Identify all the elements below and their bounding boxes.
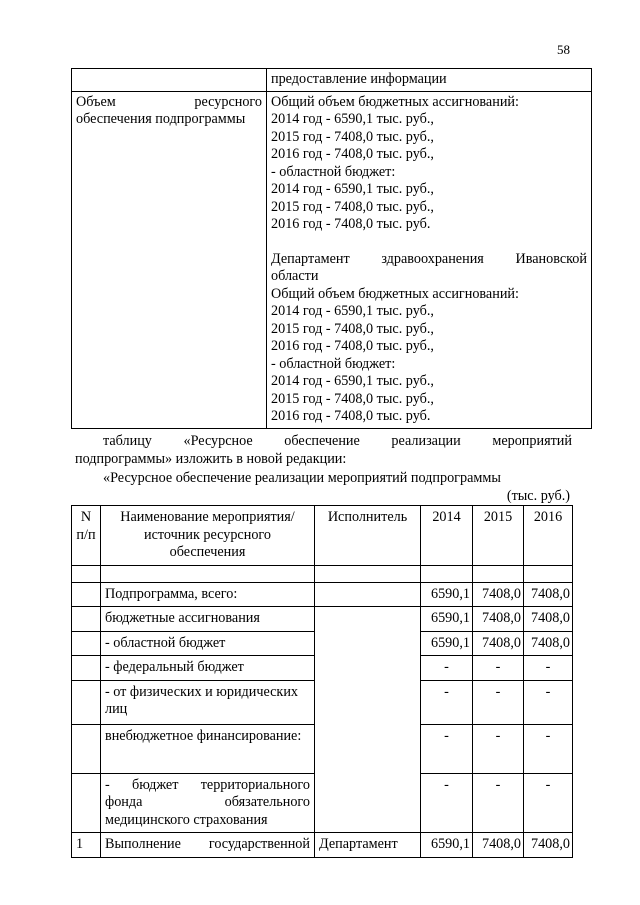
- units-label: (тыс. руб.): [506, 488, 570, 504]
- cell-2016: -: [524, 773, 573, 833]
- cell-2014: -: [421, 773, 473, 833]
- cell-2014: 6590,1: [421, 607, 473, 632]
- passport-cell-info: предоставление информации: [267, 69, 592, 92]
- passport-value-line: 2016 год - 7408,0 тыс. руб.,: [271, 146, 434, 162]
- cell-2014: 6590,1: [421, 631, 473, 656]
- cell-num: [72, 631, 101, 656]
- cell-2015: 7408,0: [473, 631, 524, 656]
- cell-2016: -: [524, 680, 573, 724]
- passport-value-line: Общий объем бюджетных ассигнований:: [271, 93, 519, 110]
- passport-label-cell: [72, 91, 267, 428]
- narrative-text: «Ресурсное обеспечение реализации мероприятий подпрограммы: [103, 470, 501, 486]
- cell-2014: 6590,1: [421, 582, 473, 607]
- cell-num: [72, 724, 101, 773]
- cell-num: [72, 656, 101, 681]
- cell-num: 1: [72, 833, 101, 858]
- passport-value-line: 2015 год - 7408,0 тыс. руб.,: [271, 320, 434, 337]
- cell-2015: -: [473, 656, 524, 681]
- passport-dept-line: области: [271, 268, 319, 284]
- cell-2016: 7408,0: [524, 582, 573, 607]
- passport-dept-line: Департамент здравоохранения Ивановской: [271, 250, 587, 267]
- cell-2015: 7408,0: [473, 582, 524, 607]
- passport-value-line: Общий объем бюджетных ассигнований:: [271, 285, 519, 302]
- cell-name: - от физических и юридических лиц: [101, 680, 315, 724]
- passport-value-line: - областной бюджет:: [271, 355, 396, 372]
- passport-table: [71, 68, 592, 429]
- cell-2014: 6590,1: [421, 833, 473, 858]
- narrative-line-2: [75, 451, 587, 469]
- cell-executor: [315, 582, 421, 607]
- table-row: [72, 582, 573, 607]
- header-2016: 2016: [524, 506, 573, 566]
- narrative-line-1: [103, 433, 572, 451]
- cell-2015: 7408,0: [473, 833, 524, 858]
- cell-2016: -: [524, 724, 573, 773]
- passport-value-line: 2015 год - 7408,0 тыс. руб.,: [271, 128, 434, 145]
- cell-2015: -: [473, 724, 524, 773]
- cell-num: [72, 582, 101, 607]
- passport-value-cell: [267, 91, 592, 428]
- passport-value-line: 2014 год - 6590,1 тыс. руб.,: [271, 181, 434, 197]
- passport-row: [72, 69, 592, 92]
- passport-value-line: 2015 год - 7408,0 тыс. руб.,: [271, 390, 434, 407]
- table-header-row: [72, 506, 573, 566]
- cell-2016: 7408,0: [524, 631, 573, 656]
- cell-name: бюджетные ассигнования: [101, 607, 315, 632]
- passport-label-line: обеспечения подпрограммы: [76, 111, 246, 127]
- passport-value-line: 2015 год - 7408,0 тыс. руб.,: [271, 198, 434, 215]
- header-executor: Исполнитель: [315, 506, 421, 566]
- cell-num: [72, 607, 101, 632]
- header-2015: 2015: [473, 506, 524, 566]
- header-2014: 2014: [421, 506, 473, 566]
- passport-value-line: - областной бюджет:: [271, 163, 396, 180]
- cell-name: Подпрограмма, всего:: [101, 582, 315, 607]
- cell-name: - бюджет территориального фонда обязательного медицинского страхования: [101, 773, 315, 833]
- cell-name: - областной бюджет: [101, 631, 315, 656]
- cell-2016: 7408,0: [524, 833, 573, 858]
- header-num: N п/п: [72, 506, 101, 566]
- passport-value-line: 2016 год - 7408,0 тыс. руб.: [271, 408, 431, 424]
- page-number: 58: [557, 42, 570, 57]
- cell-2014: -: [421, 680, 473, 724]
- passport-label-line: Объем ресурсного: [76, 93, 262, 110]
- table-row: [72, 607, 573, 632]
- table-row: [72, 833, 573, 858]
- narrative-line-3: [103, 470, 615, 488]
- passport-value-line: 2016 год - 7408,0 тыс. руб.,: [271, 338, 434, 354]
- cell-name: внебюджетное финансирование:: [101, 724, 315, 773]
- cell-name: Выполнение государственной: [101, 833, 315, 858]
- cell-2014: -: [421, 724, 473, 773]
- cell-executor: Департамент: [315, 833, 421, 858]
- header-name: Наименование мероприятия/источник ресурсного обеспечения: [101, 506, 315, 566]
- passport-value-line: 2014 год - 6590,1 тыс. руб.,: [271, 303, 434, 319]
- cell-2015: -: [473, 680, 524, 724]
- passport-row: [72, 91, 592, 428]
- cell-2016: -: [524, 656, 573, 681]
- narrative-text: подпрограммы» изложить в новой редакции:: [75, 451, 347, 467]
- passport-value-line: 2014 год - 6590,1 тыс. руб.,: [271, 111, 434, 127]
- cell-2015: 7408,0: [473, 607, 524, 632]
- narrative-text: таблицу «Ресурсное обеспечение реализации мероприятий: [103, 433, 572, 449]
- cell-2015: -: [473, 773, 524, 833]
- passport-value-line: 2016 год - 7408,0 тыс. руб.: [271, 216, 431, 232]
- passport-cell-empty: [72, 69, 267, 92]
- blank-line: [271, 234, 587, 251]
- cell-name: - федеральный бюджет: [101, 656, 315, 681]
- cell-2016: 7408,0: [524, 607, 573, 632]
- passport-value-line: 2014 год - 6590,1 тыс. руб.,: [271, 373, 434, 389]
- resource-table: [71, 505, 573, 858]
- cell-2014: -: [421, 656, 473, 681]
- cell-num: [72, 680, 101, 724]
- cell-executor-merged: [315, 607, 421, 833]
- cell-num: [72, 773, 101, 833]
- table-spacer-row: [72, 565, 573, 582]
